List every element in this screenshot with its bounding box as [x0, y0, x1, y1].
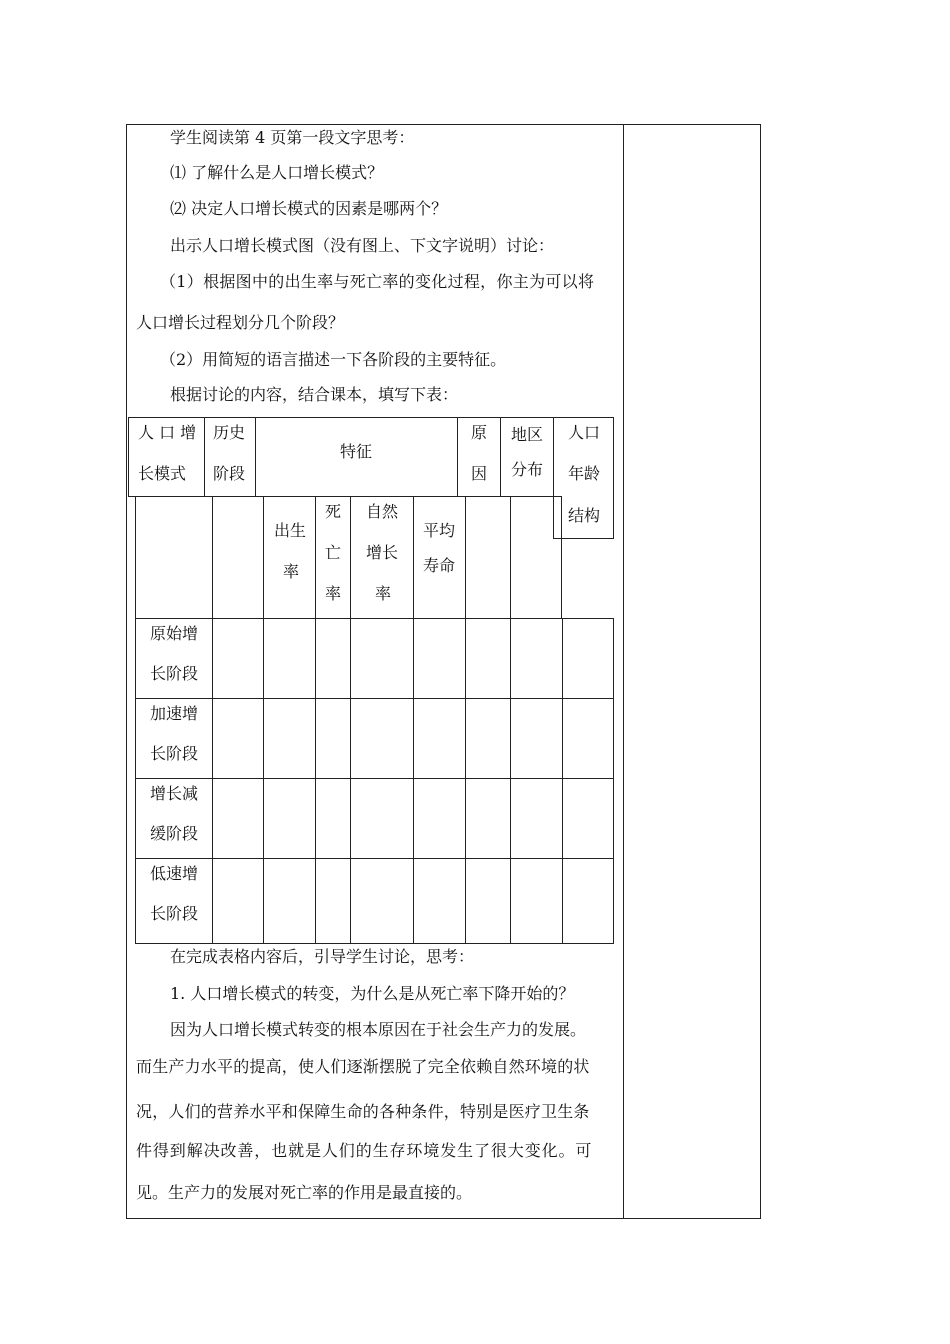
- table-cell: [315, 778, 351, 859]
- intro-line-8: 根据讨论的内容，结合课本，填写下表：: [170, 385, 459, 404]
- table-cell: [350, 778, 414, 859]
- row-label-cell: [135, 698, 213, 779]
- table-cell: [413, 858, 466, 944]
- header-region-line2: 分布: [511, 460, 544, 479]
- header-model-line2: 长模式: [138, 464, 187, 483]
- subheader-cell-birth: [263, 496, 316, 619]
- discussion-2: （2）用简短的语言描述一下各阶段的主要特征。: [160, 350, 507, 369]
- sub-natural-line2: 增长: [366, 543, 399, 562]
- answer-line-1: 因为人口增长模式转变的根本原因在于社会生产力的发展。: [170, 1020, 587, 1039]
- header-cell-reason: [457, 417, 501, 497]
- table-cell: [510, 698, 563, 779]
- table-cell: [465, 858, 511, 944]
- row-label-line1: 低速增: [150, 864, 199, 883]
- sub-natural-line3: 率: [375, 584, 392, 603]
- header-cell-model: [128, 417, 205, 497]
- header-cell-region: [500, 417, 554, 497]
- row-label-line2: 长阶段: [150, 744, 199, 763]
- subheader-cell-empty-1: [135, 496, 213, 619]
- answer-line-4: 件得到解决改善，也就是人们的生存环境发生了很大变化。可: [136, 1141, 593, 1160]
- row-label-line2: 长阶段: [150, 904, 199, 923]
- subheader-cell-natural: [350, 496, 414, 619]
- header-model-line1: 人 口 增: [138, 423, 197, 442]
- discussion-1a: （1）根据图中的出生率与死亡率的变化过程，你主为可以将: [160, 272, 595, 291]
- answer-line-2: 而生产力水平的提高，使人们逐渐摆脱了完全依赖自然环境的状: [136, 1057, 590, 1076]
- subheader-cell-empty-2: [212, 496, 264, 619]
- table-cell: [562, 778, 614, 859]
- table-cell: [562, 858, 614, 944]
- row-label-line1: 增长减: [150, 784, 199, 803]
- header-age-line2: 年龄: [568, 464, 601, 483]
- table-cell: [263, 778, 316, 859]
- sub-life-line2: 寿命: [423, 556, 456, 575]
- row-label-line2: 长阶段: [150, 664, 199, 683]
- table-cell: [212, 858, 264, 944]
- table-cell: [465, 698, 511, 779]
- header-age-line3: 结构: [568, 506, 601, 525]
- sub-death-line3: 率: [325, 584, 342, 603]
- table-cell: [350, 698, 414, 779]
- table-cell: [315, 858, 351, 944]
- after-line-2: 1. 人口增长模式的转变，为什么是从死亡率下降开始的？: [170, 984, 575, 1003]
- header-feature: 特征: [340, 442, 373, 461]
- table-cell: [212, 698, 264, 779]
- subheader-cell-empty-4: [510, 496, 562, 619]
- subheader-cell-empty-3: [465, 496, 511, 619]
- header-cell-history: [204, 417, 256, 497]
- header-cell-feature: [255, 417, 458, 497]
- header-region-line1: 地区: [511, 425, 544, 444]
- table-cell: [510, 858, 563, 944]
- table-cell: [510, 778, 563, 859]
- sub-natural-line1: 自然: [366, 502, 399, 521]
- sub-birth-line1: 出生: [274, 521, 307, 540]
- table-cell: [413, 778, 466, 859]
- header-history-line1: 历史: [213, 423, 246, 442]
- header-history-line2: 阶段: [213, 464, 246, 483]
- intro-line-1: 学生阅读第 4 页第一段文字思考：: [170, 128, 415, 147]
- table-cell: [510, 618, 563, 699]
- after-line-1: 在完成表格内容后，引导学生讨论，思考：: [170, 947, 475, 966]
- table-cell: [212, 778, 264, 859]
- answer-line-3: 况，人们的营养水平和保障生命的各种条件，特别是医疗卫生条: [136, 1102, 590, 1121]
- answer-line-5: 见。生产力的发展对死亡率的作用是最直接的。: [136, 1183, 473, 1202]
- table-cell: [263, 698, 316, 779]
- table-cell: [315, 698, 351, 779]
- table-cell: [562, 618, 614, 699]
- table-cell: [465, 618, 511, 699]
- column-divider: [623, 124, 624, 1219]
- table-cell: [212, 618, 264, 699]
- header-cell-age: [553, 417, 614, 539]
- subheader-cell-lifespan: [413, 496, 466, 619]
- sub-life-line1: 平均: [423, 521, 456, 540]
- subheader-cell-death: [315, 496, 351, 619]
- row-label-line1: 原始增: [150, 624, 199, 643]
- question-2: ⑵ 决定人口增长模式的因素是哪两个？: [170, 199, 448, 218]
- question-1: ⑴ 了解什么是人口增长模式？: [170, 163, 384, 182]
- table-cell: [263, 858, 316, 944]
- row-label-cell: [135, 618, 213, 699]
- table-cell: [413, 698, 466, 779]
- table-cell: [413, 618, 466, 699]
- sub-death-line2: 亡: [325, 543, 342, 562]
- row-label-cell: [135, 778, 213, 859]
- row-label-line2: 缓阶段: [150, 824, 199, 843]
- row-label-cell: [135, 858, 213, 944]
- header-reason-line2: 因: [471, 464, 488, 483]
- sub-birth-line2: 率: [283, 562, 300, 581]
- table-cell: [263, 618, 316, 699]
- discussion-1b: 人口增长过程划分几个阶段？: [136, 313, 345, 332]
- table-cell: [315, 618, 351, 699]
- header-age-line1: 人口: [568, 423, 601, 442]
- row-label-line1: 加速增: [150, 704, 199, 723]
- intro-line-4: 出示人口增长模式图（没有图上、下文字说明）讨论：: [170, 236, 555, 255]
- header-reason-line1: 原: [471, 423, 488, 442]
- table-cell: [562, 698, 614, 779]
- sub-death-line1: 死: [325, 502, 342, 521]
- table-cell: [350, 858, 414, 944]
- table-cell: [350, 618, 414, 699]
- table-cell: [465, 778, 511, 859]
